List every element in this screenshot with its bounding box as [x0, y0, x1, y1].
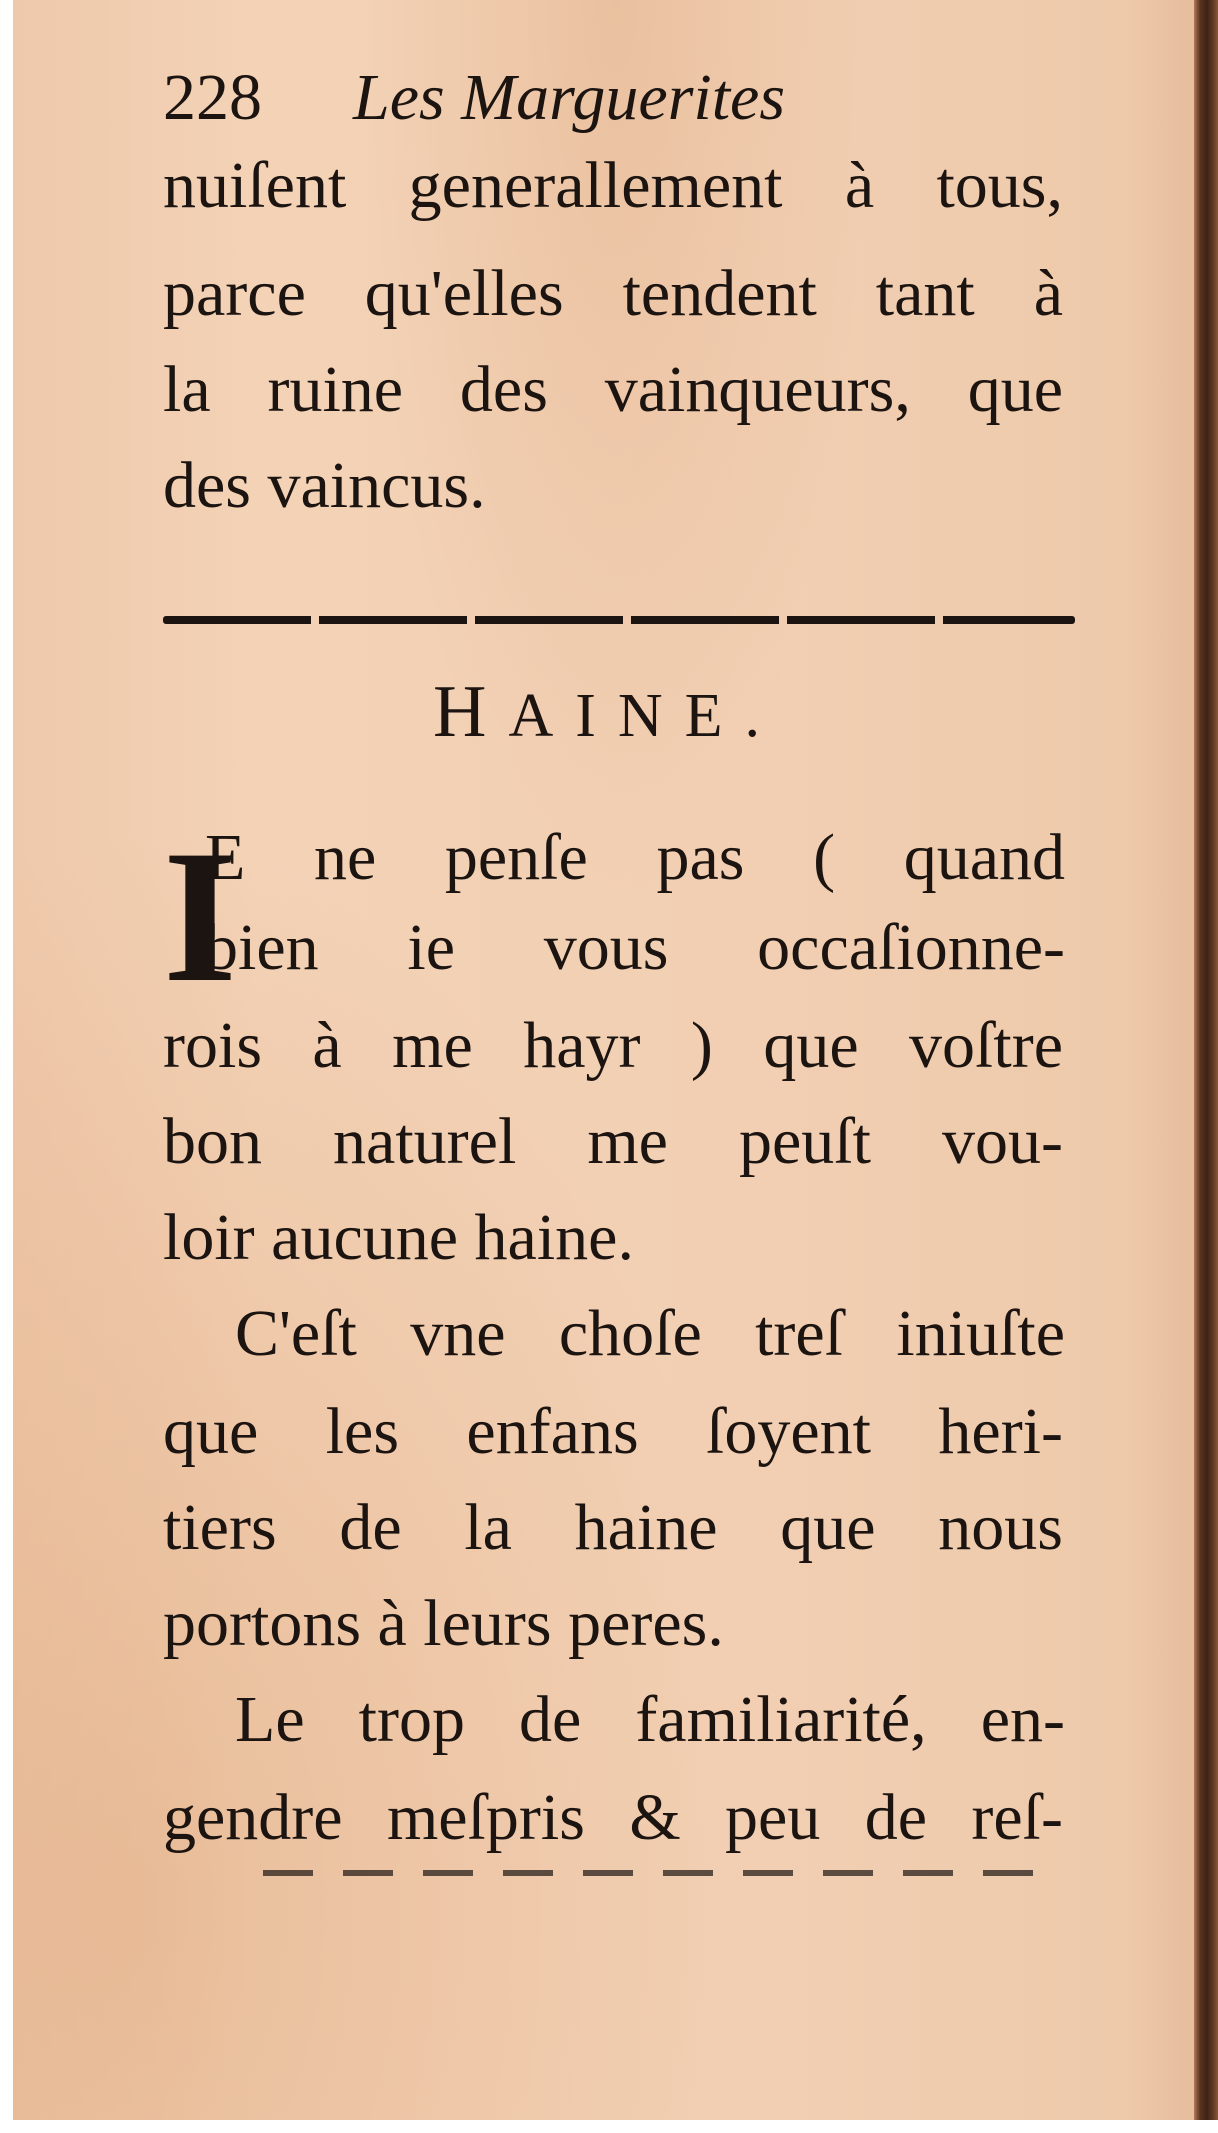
text-line: C'eſt vne choſe treſ iniuſte: [235, 1297, 1065, 1370]
text-line: loir aucune haine.: [163, 1201, 634, 1274]
text-line: que les enfans ſoyent heri-: [163, 1395, 1063, 1468]
page-number: 228: [163, 61, 262, 134]
book-binding-edge: [1194, 0, 1218, 2120]
text-line: portons à leurs peres.: [163, 1587, 724, 1660]
text-line: rois à me hayr ) que voſtre: [163, 1009, 1063, 1082]
section-divider-rule: [163, 616, 1075, 624]
book-page-scan: [13, 0, 1218, 2120]
text-line: la ruine des vainqueurs, que: [163, 353, 1063, 426]
section-heading: HAINE.: [433, 671, 783, 753]
text-line: Le trop de familiarité, en-: [235, 1683, 1065, 1756]
drop-cap: I: [163, 812, 237, 1022]
text-line: parce qu'elles tendent tant à: [163, 257, 1063, 330]
page-bottom-partial-line: [263, 1870, 1063, 1876]
text-line: tiers de la haine que nous: [163, 1491, 1063, 1564]
running-title: Les Marguerites: [353, 61, 786, 134]
running-head: [163, 60, 785, 136]
text-line: bon naturel me peuſt vou-: [163, 1105, 1063, 1178]
text-line: des vaincus.: [163, 449, 486, 522]
text-line: nuiſent generallement à tous,: [163, 149, 1063, 222]
text-line: gendre meſpris & peu de reſ-: [163, 1781, 1063, 1854]
text-line: bien ie vous occaſionne-: [205, 911, 1065, 984]
text-line: E ne penſe pas ( quand: [205, 821, 1065, 894]
